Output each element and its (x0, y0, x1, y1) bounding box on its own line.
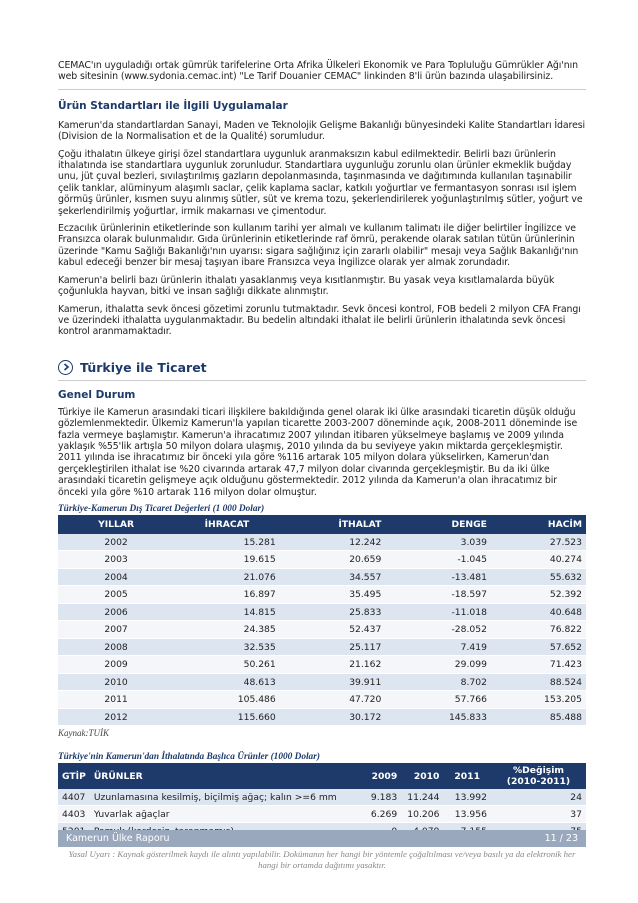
column-header: GTİP (58, 763, 90, 789)
table-cell: 15.281 (174, 534, 280, 551)
table-cell: 88.524 (491, 673, 586, 691)
table-cell: 10.206 (401, 806, 443, 823)
table-row (58, 806, 586, 823)
table-cell: 145.833 (385, 708, 491, 726)
table-row (58, 708, 586, 726)
table-cell: 40.648 (491, 603, 586, 621)
document-page (58, 60, 586, 840)
table-cell: -13.481 (385, 568, 491, 586)
table-cell: 153.205 (491, 691, 586, 709)
column-header: ÜRÜNLER (90, 763, 359, 789)
table-cell: 4407 (58, 789, 90, 806)
table-row (58, 621, 586, 639)
table-row (58, 568, 586, 586)
column-header: DENGE (385, 515, 491, 534)
table-cell: 21.076 (174, 568, 280, 586)
chevron-right-icon (58, 360, 73, 375)
table-cell: 29.099 (385, 656, 491, 674)
column-header: İHRACAT (174, 515, 280, 534)
table-cell: 12.242 (280, 534, 386, 551)
table-cell: 57.652 (491, 638, 586, 656)
standards-paragraph: Kamerun, ithalatta sevk öncesi gözetimi zorunlu tutmaktadır. Sevk öncesi kontrol, FOB bedeli 2 milyon CFA Frangı ve üzerindeki ithalatta uygulanmaktadır. Bu bedelin altındaki ithalat ile belirli ürünlerin ithalatında sevk öncesi kontrol aranmamaktadır. (58, 303, 581, 338)
table-cell: 48.613 (174, 673, 280, 691)
table-row (58, 551, 586, 569)
divider (58, 380, 586, 381)
table-cell: 39.911 (280, 673, 386, 691)
table-cell: 55.632 (491, 568, 586, 586)
general-status-heading: Genel Durum (58, 388, 136, 401)
table-cell: 2008 (58, 638, 174, 656)
table-cell: 27.523 (491, 534, 586, 551)
table-cell: Uzunlamasına kesilmiş, biçilmiş ağaç; kalın >=6 mm (90, 789, 359, 806)
trade-values-table (58, 515, 586, 727)
table-cell: 40.274 (491, 551, 586, 569)
table-cell: 32.535 (174, 638, 280, 656)
table-cell: 3.039 (385, 534, 491, 551)
table-cell: 52.437 (280, 621, 386, 639)
table-cell: 21.162 (280, 656, 386, 674)
table-cell: 30.172 (280, 708, 386, 726)
table-cell: 13.992 (443, 789, 491, 806)
table-cell: 2012 (58, 708, 174, 726)
legal-disclaimer: Yasal Uyarı : Kaynak gösterilmek kaydı ile alıntı yapılabilir. Dokümanın her hangi bir yöntemle çoğaltılması ve/veya basılı ya da elektronik her hangi bir ortamda dağıtımı yasaktır. (68, 849, 576, 870)
table-cell: 14.815 (174, 603, 280, 621)
table-cell: 24 (491, 789, 586, 806)
table-cell: 2006 (58, 603, 174, 621)
table-row (58, 673, 586, 691)
table1-caption: Türkiye-Kamerun Dış Ticaret Değerleri (1 000 Dolar) (58, 503, 265, 514)
table-cell: Yuvarlak ağaçlar (90, 806, 359, 823)
table-cell: 52.392 (491, 586, 586, 604)
table-cell: 11.244 (401, 789, 443, 806)
table-cell: -18.597 (385, 586, 491, 604)
footer-bar (58, 830, 586, 847)
table-header-row (58, 515, 586, 534)
trade-title-text: Türkiye ile Ticaret (80, 359, 207, 375)
table-cell: 34.557 (280, 568, 386, 586)
trade-section-title (58, 360, 586, 375)
table-row (58, 656, 586, 674)
standards-paragraph: Eczacılık ürünlerinin etiketlerinde son kullanım tarihi yer almalı ve kullanım talimatı ile diğer belirtiler İngilizce ve Fransızca olarak bulunmalıdır. Gıda ürünlerinin etiketlerinde raf ömrü, perakende olarak satılan tütün ürünlerinin üzerinde "Kamu Sağlığı Bakanlığı'nın uyarısı: sigara sağlığınız için zararlı olabilir" mesajı veya Sağlık Bakanlığı'nın kabul edeceği benzer bir mesaj taşıyan ibare Fransızca veya İngilizce olarak yer almak zorundadır. (58, 223, 579, 269)
table-cell: 76.822 (491, 621, 586, 639)
table-cell: 115.660 (174, 708, 280, 726)
table-cell: 50.261 (174, 656, 280, 674)
table-row (58, 638, 586, 656)
table-row (58, 789, 586, 806)
column-header: 2011 (443, 763, 491, 789)
table-cell: 105.486 (174, 691, 280, 709)
standards-heading: Ürün Standartları ile İlgili Uygulamalar (58, 99, 288, 112)
table-cell: 6.269 (359, 806, 401, 823)
table-cell: 2003 (58, 551, 174, 569)
column-header: HACİM (491, 515, 586, 534)
standards-paragraph: Çoğu ithalatın ülkeye girişi özel standartlara uygunluk aranmaksızın kabul edilmektedir. Belirli bazı ürünlerin ithalatında ise standartlara uygunluk zorunludur. Standartlara uygunluğu zorunlu olan ürünler ekmeklik buğday unu, jüt çuval bezleri, sıvılaştırılmış gazların depolanmasında, taşınmasında ve dağıtımında kullanılan taşınabilir çelik tanklar, alüminyum alaşımlı saclar, çelik kaplama saclar, katkılı yoğurtlar ve fermantasyon sonrası ısıl işlem görmüş ürünler, kısmen suyu alınmış sütler, süt ve krema tozu, şekerlendirilerek yoğunlaştırılmış sütler, yoğurt ve şekerlendirilmiş yoğurtlar, irmik makarnası ve çimentodur. (58, 148, 583, 217)
table-cell: 47.720 (280, 691, 386, 709)
table-header-row (58, 763, 586, 789)
table-cell: 37 (491, 806, 586, 823)
table-cell: 16.897 (174, 586, 280, 604)
table-cell: -1.045 (385, 551, 491, 569)
column-header: %Değişim (2010-2011) (491, 763, 586, 789)
table-cell: 57.766 (385, 691, 491, 709)
table-cell: 2002 (58, 534, 174, 551)
table1-source: Kaynak:TUİK (58, 728, 109, 739)
column-header: İTHALAT (280, 515, 386, 534)
table-cell: 20.659 (280, 551, 386, 569)
divider (58, 89, 586, 90)
table-cell: 24.385 (174, 621, 280, 639)
table-row (58, 691, 586, 709)
table2-caption: Türkiye'nin Kamerun'dan İthalatında Başlıca Ürünler (1000 Dolar) (58, 752, 320, 763)
trade-paragraph: Türkiye ile Kamerun arasındaki ticari ilişkilere bakıldığında genel olarak iki ülke arasındaki ticaretin düşük olduğu gözlemlenmektedir. Ülkemiz Kamerun'la yapılan ticarette 2003-2007 döneminde açık, 2008-2011 döneminde ise fazla vermeye başlamıştır. Kamerun'a ihracatımız 2007 yılından itibaren yükselmeye başlamış ve 2009 yılında yaklaşık %55'lik artışla 50 milyon dolara ulaşmış, 2010 yılında da bu seviyeye yakın miktarda gerçekleşmiştir. 2011 yılında ise ihracatımız bir önceki yıla göre %116 artarak 105 milyon dolara yükselirken, Kamerun'dan gerçekleştirilen ithalat ise %20 civarında artarak 47,7 milyon dolar civarında gerçekleşmiştir. Bu da iki ülke arasındaki ticaretin gelişmeye açık olduğunu göstermektedir. 2012 yılında da Kamerun'a olan ihracatımız bir önceki yıla göre %10 artarak 116 milyon dolar olmuştur. (58, 406, 578, 498)
intro-paragraph: CEMAC'ın uyguladığı ortak gümrük tarifelerine Orta Afrika Ülkeleri Ekonomik ve Para Topluluğu Gümrükler Ağı'nın web sitesinin (www.sydonia.cemac.int) "Le Tarif Douanier CEMAC" linkinden 8'li ürün bazında ulaşabilirsiniz. (58, 60, 578, 83)
table-row (58, 603, 586, 621)
table-cell: 8.702 (385, 673, 491, 691)
column-header: YILLAR (58, 515, 174, 534)
table-cell: 4403 (58, 806, 90, 823)
table-cell: 2005 (58, 586, 174, 604)
table-cell: -11.018 (385, 603, 491, 621)
table-cell: 2009 (58, 656, 174, 674)
table-cell: 25.833 (280, 603, 386, 621)
page-number: 11 / 23 (544, 833, 578, 844)
table-cell: 2011 (58, 691, 174, 709)
standards-paragraph: Kamerun'a belirli bazı ürünlerin ithalatı yasaklanmış veya kısıtlanmıştır. Bu yasak veya kısıtlamalarda büyük çoğunlukla hayvan, bitki ve insan sağlığı dikkate alınmıştır. (58, 274, 555, 298)
table-cell: 25.117 (280, 638, 386, 656)
table-cell: -28.052 (385, 621, 491, 639)
table-cell: 13.956 (443, 806, 491, 823)
standards-paragraph: Kamerun'da standartlardan Sanayi, Maden ve Teknolojik Gelişme Bakanlığı bünyesindeki Kalite Standartları İdaresi (Division de la Normalisation et de la Qualité) sorumludur. (58, 119, 586, 143)
table-cell: 2007 (58, 621, 174, 639)
column-header: 2009 (359, 763, 401, 789)
table-row (58, 586, 586, 604)
report-title: Kamerun Ülke Raporu (66, 833, 170, 844)
table-cell: 2004 (58, 568, 174, 586)
imports-products-table (58, 763, 586, 840)
table-cell: 7.419 (385, 638, 491, 656)
table-cell: 35.495 (280, 586, 386, 604)
column-header: 2010 (401, 763, 443, 789)
table-row (58, 534, 586, 551)
table-cell: 71.423 (491, 656, 586, 674)
table-cell: 2010 (58, 673, 174, 691)
table-cell: 85.488 (491, 708, 586, 726)
table-cell: 9.183 (359, 789, 401, 806)
table-cell: 19.615 (174, 551, 280, 569)
